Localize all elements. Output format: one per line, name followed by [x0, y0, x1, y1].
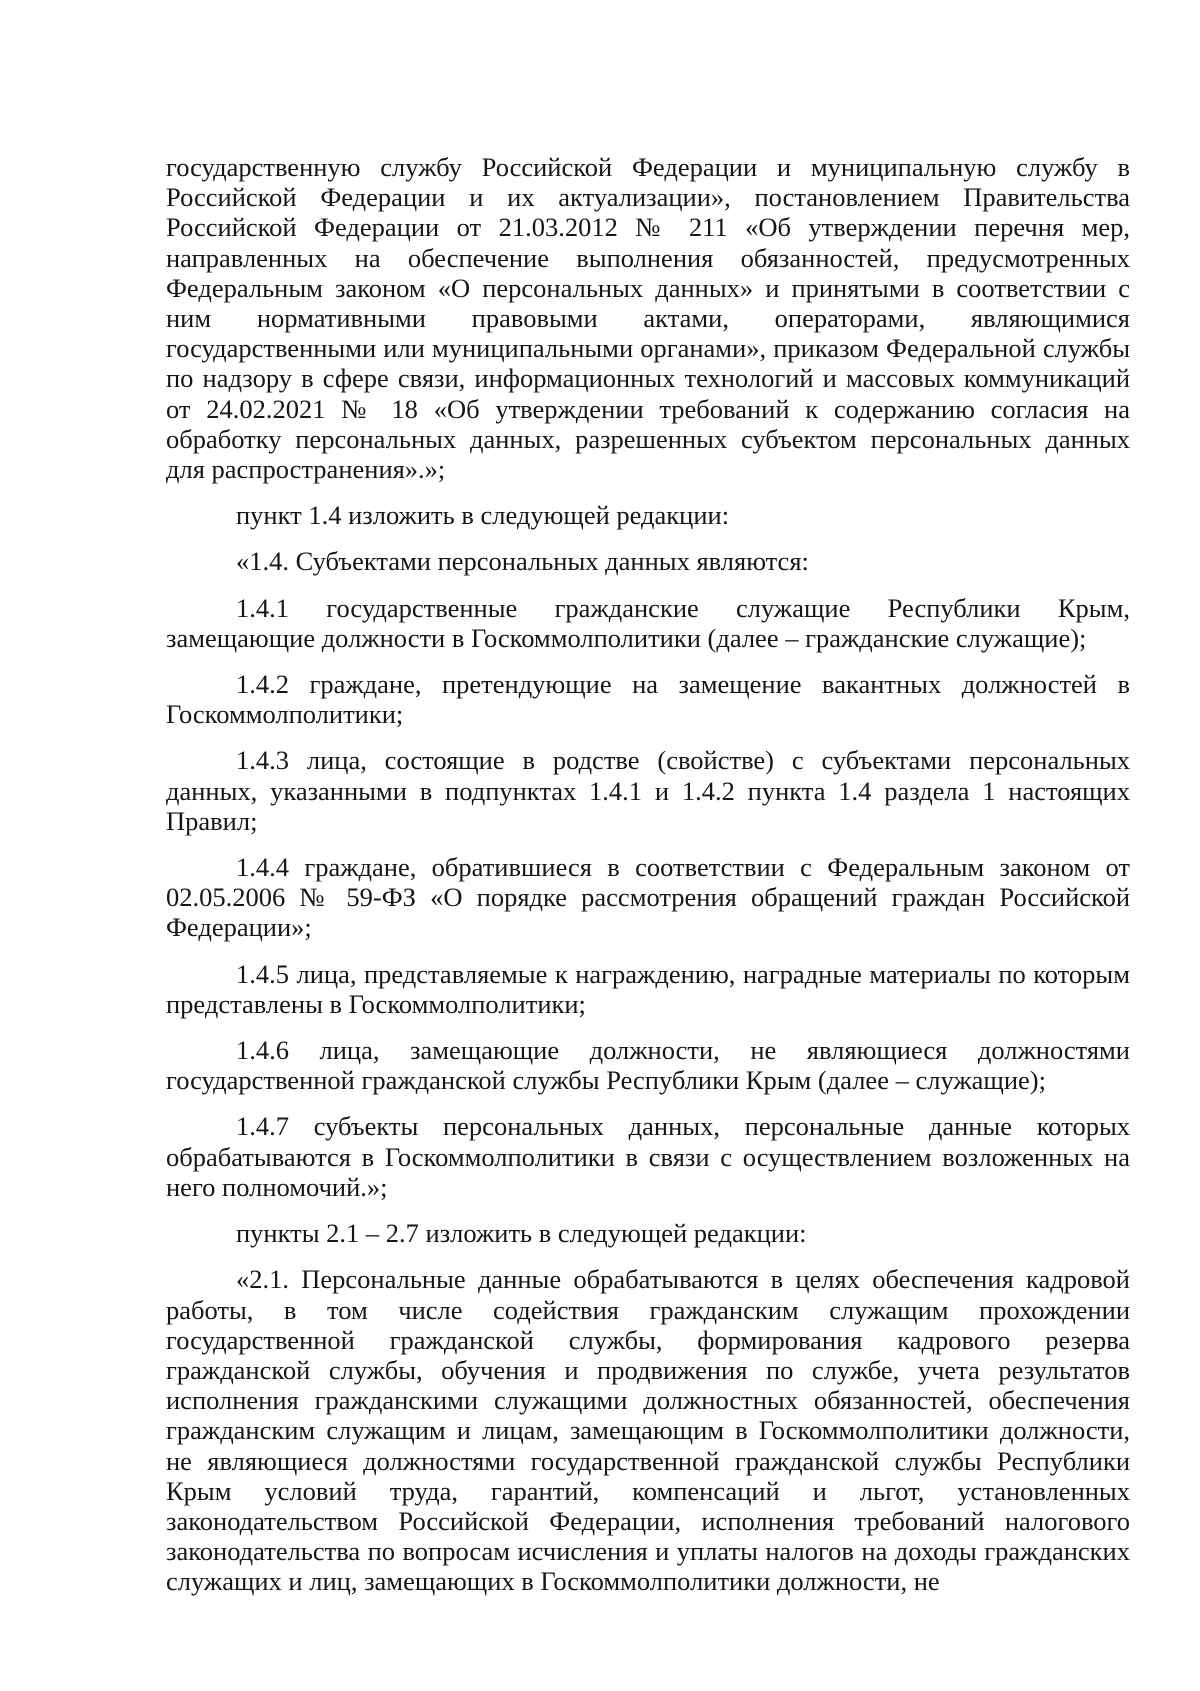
- paragraph-item-1-4: «1.4. Субъектами персональных данных являются:: [236, 546, 809, 577]
- paragraph-items-2-1-2-7-intro: пункты 2.1 – 2.7 изложить в следующей редакции:: [236, 1218, 807, 1249]
- paragraph-item-1-4-1: 1.4.1 государственные гражданские служащие Республики Крым, замещающие должности в Госкоммолполитики (далее – гражданские служащие);: [166, 592, 1130, 653]
- paragraph-item-1-4-4: 1.4.4 граждане, обратившиеся в соответствии с Федеральным законом от 02.05.2006 № 59-ФЗ «О порядке рассмотрения обращений граждан Российской Федерации»;: [166, 852, 1130, 943]
- paragraph-item-1-4-5: 1.4.5 лица, представляемые к награждению, наградные материалы по которым представлены в Госкоммолполитики;: [166, 958, 1130, 1019]
- paragraph-item-1-4-intro: пункт 1.4 изложить в следующей редакции:: [236, 500, 730, 531]
- paragraph-continuation: государственную службу Российской Федерации и муниципальную службу в Российской Федерации и их актуализации», постановлением Правительства Российской Федерации от 21.03.2012 № 211 «Об утверждении перечня мер, направленных на обеспечение выполнения обязанностей, предусмотренных Федеральным законом «О персональных данных» и принятыми в соответствии с ним нормативными правовыми актами, операторами, являющимися государственными или муниципальными органами», приказом Федеральной службы по надзору в сфере связи, информационных технологий и массовых коммуникаций от 24.02.2021 № 18 «Об утверждении требований к содержанию согласия на обработку персональных данных, разрешенных субъектом персональных данных для распространения».»;: [166, 152, 1130, 485]
- paragraph-item-1-4-3: 1.4.3 лица, состоящие в родстве (свойстве) с субъектами персональных данных, указанными в подпунктах 1.4.1 и 1.4.2 пункта 1.4 раздела 1 настоящих Правил;: [166, 745, 1130, 836]
- document-page: [166, 152, 1130, 1597]
- paragraph-item-1-4-2: 1.4.2 граждане, претендующие на замещение вакантных должностей в Госкоммолполитики;: [166, 669, 1130, 730]
- paragraph-item-2-1: «2.1. Персональные данные обрабатываются в целях обеспечения кадровой работы, в том числе содействия гражданским служащим прохождении государственной гражданской службы, формирования кадрового резерва гражданской службы, обучения и продвижения по службе, учета результатов исполнения гражданскими служащими должностных обязанностей, обеспечения гражданским служащим и лицам, замещающим в Госкоммолполитики должности, не являющиеся должностями государственной гражданской службы Республики Крым условий труда, гарантий, компенсаций и льгот, установленных законодательством Российской Федерации, исполнения требований налогового законодательства по вопросам исчисления и уплаты налогов на доходы гражданских служащих и лиц, замещающих в Госкоммолполитики должности, не: [166, 1264, 1130, 1597]
- paragraph-item-1-4-6: 1.4.6 лица, замещающие должности, не являющиеся должностями государственной гражданской службы Республики Крым (далее – служащие);: [166, 1035, 1130, 1096]
- paragraph-item-1-4-7: 1.4.7 субъекты персональных данных, персональные данные которых обрабатываются в Госкоммолполитики в связи с осуществлением возложенных на него полномочий.»;: [166, 1111, 1130, 1202]
